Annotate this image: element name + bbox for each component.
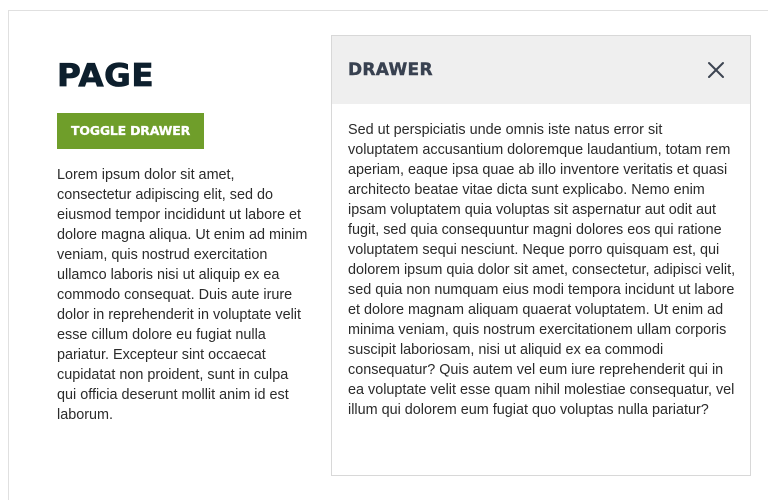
drawer-close-button[interactable] <box>704 58 728 82</box>
page-title: PAGE <box>57 58 155 94</box>
page-body-text: Lorem ipsum dolor sit amet, consectetur adipiscing elit, sed do eiusmod tempor incididunt ut labore et dolore magna aliqua. Ut enim ad minim veniam, quis nostrud exercitation ullamco laboris nisi ut aliquip ex ea commodo consequat. Duis aute irure dolor in reprehenderit in voluptate velit esse cillum dolore eu fugiat nulla pariatur. Excepteur sint occaecat cupidatat non proident, sunt in culpa qui officia deserunt mollit anim id est laborum. <box>57 167 308 423</box>
toggle-drawer-button[interactable]: TOGGLE DRAWER <box>57 113 204 149</box>
drawer-title: DRAWER <box>348 60 433 80</box>
drawer-body-text: Sed ut perspiciatis unde omnis iste natus error sit voluptatem accusantium doloremque laudantium, totam rem aperiam, eaque ipsa quae ab illo inventore veritatis et quasi architecto beatae vitae dicta sunt explicabo. Nemo enim ipsam voluptatem quia voluptas sit aspernatur aut odit aut fugit, sed quia consequuntur magni dolores eos qui ratione voluptatem sequi nesciunt. Neque porro quisquam est, qui dolorem ipsum quia dolor sit amet, consectetur, adipisci velit, sed quia non numquam eius modi tempora incidunt ut labore et dolore magnam aliquam quaerat voluptatem. Ut enim ad minima veniam, quis nostrum exercitationem ullam corporis suscipit laboriosam, nisi ut aliquid ex ea commodi consequatur? Quis autem vel eum iure reprehenderit qui in ea voluptate velit esse quam nihil molestiae consequatur, vel illum qui dolorem eum fugiat quo voluptas nulla pariatur? <box>348 122 736 418</box>
drawer-panel <box>331 35 751 476</box>
drawer-header <box>332 36 750 104</box>
close-icon <box>704 58 728 82</box>
